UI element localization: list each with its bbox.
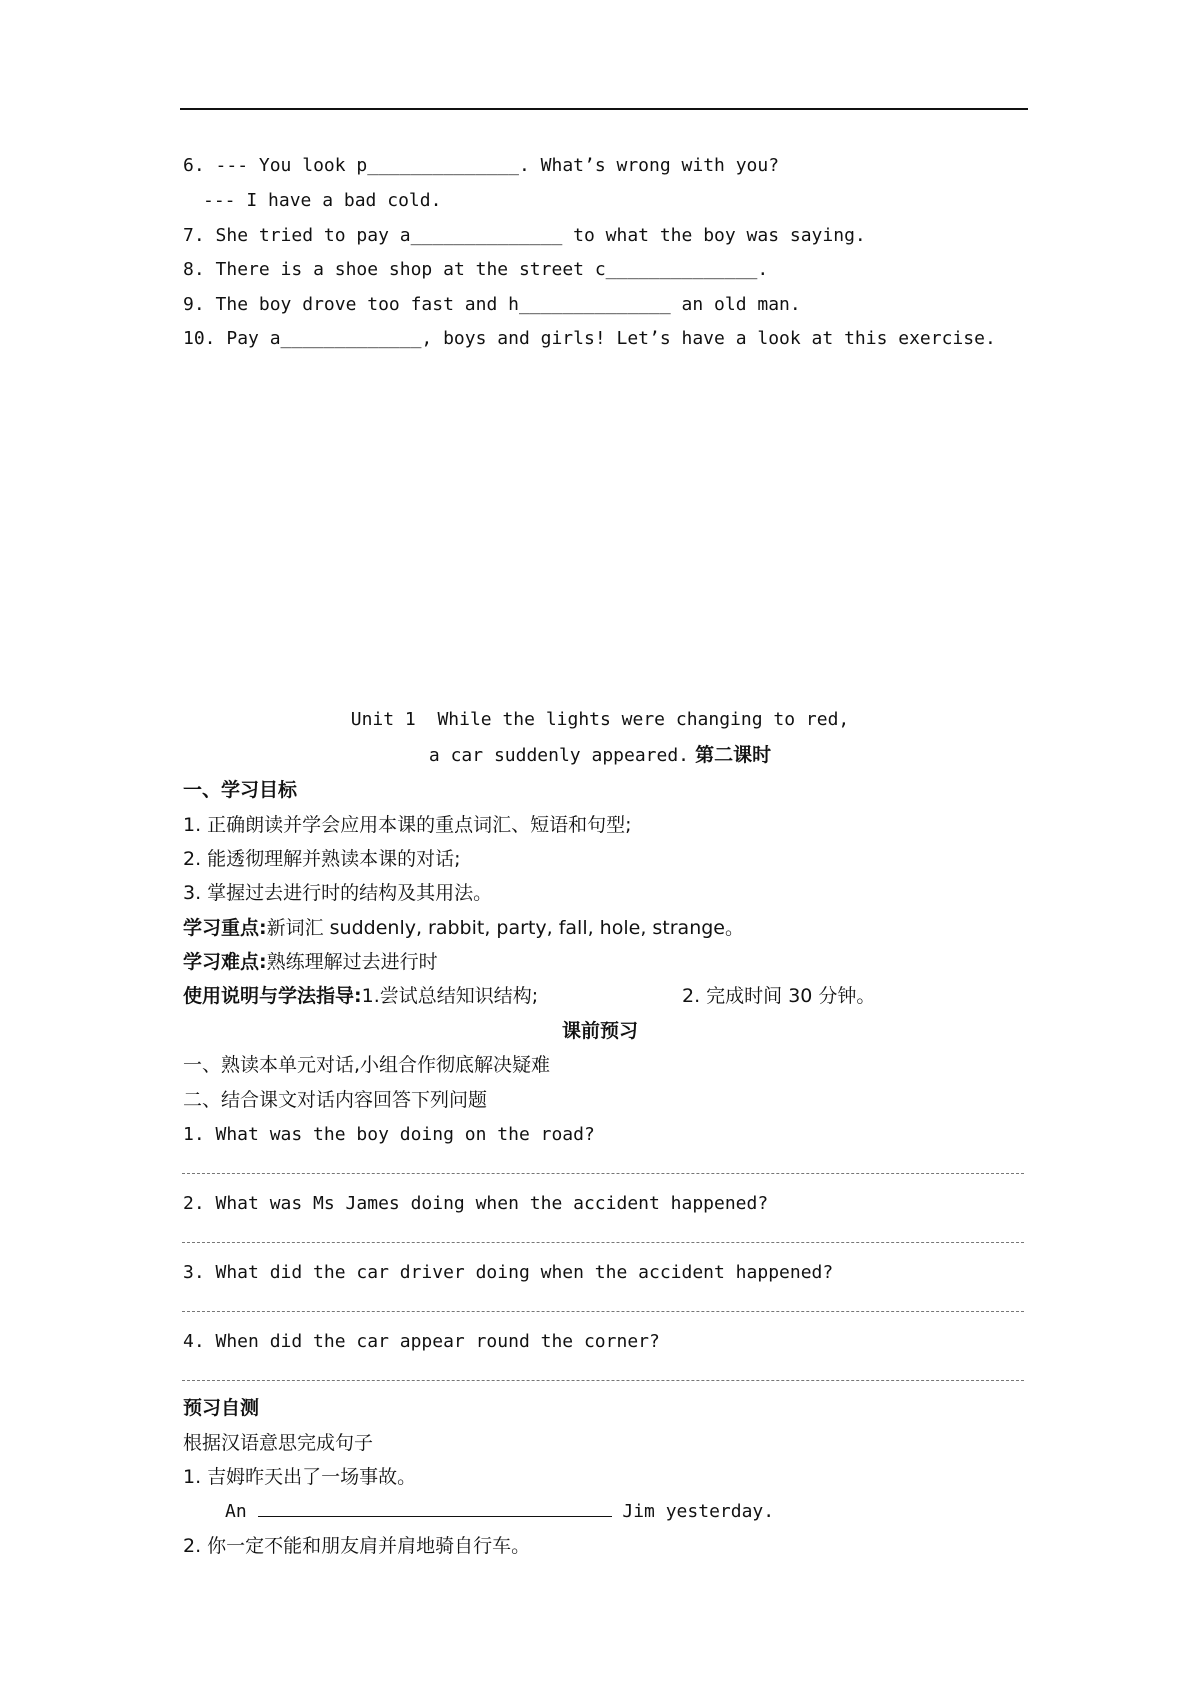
self-test-item-1-answer: An Jim yesterday. (225, 1501, 775, 1522)
question-item: 1. What was the boy doing on the road? (183, 1124, 595, 1145)
answer-line[interactable] (182, 1242, 1024, 1243)
exercise-item-6: 6. --- You look p______________. What’s wrong with you? (183, 155, 780, 176)
guide-line-part2: 2. 完成时间 30 分钟。 (682, 985, 876, 1007)
preview-task-2: 二、结合课文对话内容回答下列问题 (183, 1089, 488, 1111)
objective-item: 3. 掌握过去进行时的结构及其用法。 (183, 882, 493, 904)
answer-line[interactable] (182, 1311, 1024, 1312)
question-item: 2. What was Ms James doing when the accident happened? (183, 1193, 769, 1214)
unit-title-line1: Unit 1 While the lights were changing to red, (350, 709, 850, 730)
self-test-item-1: 1. 吉姆昨天出了一场事故。 (183, 1466, 417, 1488)
difficulty-line: 学习难点:熟练理解过去进行时 (183, 951, 438, 973)
exercise-item-9: 9. The boy drove too fast and h______________ an old man. (183, 294, 801, 315)
question-item: 3. What did the car driver doing when the accident happened? (183, 1262, 834, 1283)
header-rule (180, 108, 1028, 110)
objectives-heading: 一、学习目标 (183, 779, 298, 801)
objective-item: 1. 正确朗读并学会应用本课的重点词汇、短语和句型; (183, 814, 632, 836)
preview-heading: 课前预习 (561, 1020, 638, 1042)
exercise-item-8: 8. There is a shoe shop at the street c______________. (183, 259, 769, 280)
unit-title-line2: a car suddenly appeared. 第二课时 (428, 744, 772, 766)
focus-line: 学习重点:新词汇 suddenly, rabbit, party, fall, hole, strange。 (183, 917, 744, 939)
objective-item: 2. 能透彻理解并熟读本课的对话; (183, 848, 461, 870)
self-test-item-2: 2. 你一定不能和朋友肩并肩地骑自行车。 (183, 1535, 531, 1557)
question-item: 4. When did the car appear round the corner? (183, 1331, 660, 1352)
fill-blank[interactable] (258, 1500, 612, 1517)
guide-line: 使用说明与学法指导:1.尝试总结知识结构; (183, 985, 539, 1007)
exercise-item-7: 7. She tried to pay a______________ to what the boy was saying. (183, 225, 866, 246)
preview-task-1: 一、熟读本单元对话,小组合作彻底解决疑难 (183, 1054, 551, 1076)
self-test-heading: 预习自测 (183, 1397, 260, 1419)
answer-line[interactable] (182, 1173, 1024, 1174)
exercise-item-10: 10. Pay a_____________, boys and girls! Let’s have a look at this exercise. (183, 328, 996, 349)
exercise-item-6-reply: --- I have a bad cold. (203, 190, 442, 211)
answer-line[interactable] (182, 1380, 1024, 1381)
self-test-instruction: 根据汉语意思完成句子 (183, 1432, 374, 1454)
